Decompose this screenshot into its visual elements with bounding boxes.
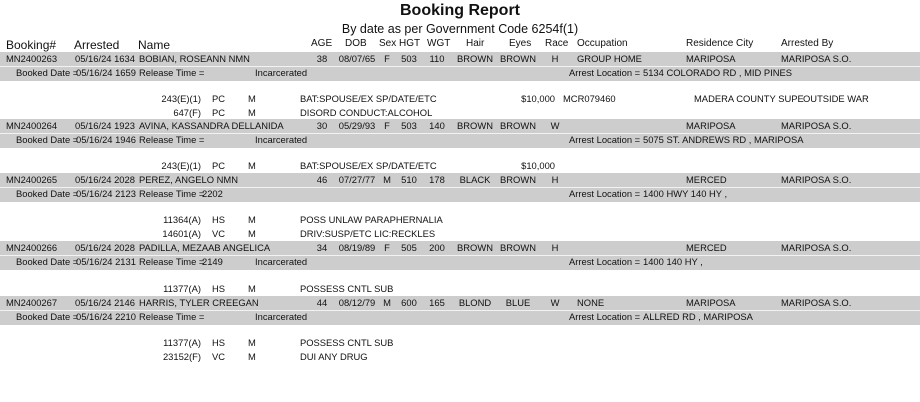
booking-number: MN2400265 (6, 174, 58, 185)
charge-description: DUI ANY DRUG (300, 351, 368, 362)
arresting-agency: MARIPOSA S.O. (781, 297, 852, 308)
charge-code: 11364(A) (163, 214, 201, 225)
arrested-datetime: 05/16/24 1634 (75, 53, 135, 64)
height-value: 505 (401, 242, 417, 253)
hair-value: BROWN (457, 120, 493, 131)
row-divider (0, 255, 920, 256)
booked-date-value: 05/16/24 1946 (76, 134, 136, 145)
residence-city: MARIPOSA (686, 297, 736, 308)
charge-description: DRIV:SUSP/ETC LIC:RECKLES (300, 228, 436, 239)
arresting-agency: MARIPOSA S.O. (781, 242, 852, 253)
weight-value: 140 (429, 120, 445, 131)
sex-value: M (383, 297, 391, 308)
custody-status: Incarcerated (255, 134, 308, 145)
charge-code: 11377(A) (163, 337, 201, 348)
residence-city: MERCED (686, 242, 727, 253)
inmate-name: PEREZ, ANGELO NMN (139, 174, 238, 185)
charge-type: HS (212, 337, 226, 348)
row-divider (0, 310, 920, 311)
booking-number: MN2400267 (6, 297, 58, 308)
arrest-location-label: Arrest Location = (569, 67, 641, 78)
charge-type: VC (212, 228, 226, 239)
eyes-value: BROWN (500, 120, 536, 131)
release-time-label: Release Time = (139, 188, 205, 199)
charge-code: 243(E)(1) (161, 93, 201, 104)
charge-type: PC (212, 93, 226, 104)
header-hgt: HGT (399, 38, 421, 49)
custody-status: Incarcerated (255, 311, 308, 322)
inmate-name: PADILLA, MEZAAB ANGELICA (139, 242, 271, 253)
arrested-datetime: 05/16/24 1923 (75, 120, 135, 131)
charge-level: M (248, 214, 256, 225)
race-value: H (551, 242, 559, 253)
charge-type: VC (212, 351, 226, 362)
arrested-datetime: 05/16/24 2028 (75, 242, 135, 253)
weight-value: 165 (429, 297, 445, 308)
dob-value: 08/07/65 (338, 53, 376, 64)
charge-type: HS (212, 214, 226, 225)
hair-value: BROWN (457, 242, 493, 253)
booking-number: MN2400263 (6, 53, 58, 64)
age-value: 44 (316, 297, 328, 308)
occupation-value: GROUP HOME (577, 53, 642, 64)
arrested-datetime: 05/16/24 2028 (75, 174, 135, 185)
sex-value: F (384, 242, 390, 253)
residence-city: MARIPOSA (686, 53, 736, 64)
charge-type: PC (212, 107, 226, 118)
custody-status: Incarcerated (255, 67, 308, 78)
booked-date-value: 05/16/24 2131 (76, 256, 136, 267)
booked-date-value: 05/16/24 1659 (76, 67, 136, 78)
charge-level: M (248, 107, 256, 118)
charge-level: M (248, 228, 256, 239)
arresting-agency: MARIPOSA S.O. (781, 174, 852, 185)
inmate-name: BOBIAN, ROSEANN NMN (139, 53, 250, 64)
eyes-value: BROWN (500, 174, 536, 185)
occupation-value: NONE (577, 297, 605, 308)
charge-description: POSSESS CNTL SUB (300, 337, 394, 348)
sex-value: M (383, 174, 391, 185)
charge-level: M (248, 337, 256, 348)
charge-agency: MADERA COUNTY SUPE (694, 93, 804, 104)
header-dob: DOB (345, 38, 367, 49)
header-arrested: Arrested (74, 38, 120, 52)
arrest-location-value: 1400 HWY 140 HY , (643, 188, 728, 199)
height-value: 503 (401, 120, 417, 131)
header-residence: Residence City (686, 38, 754, 49)
charge-type: PC (212, 160, 226, 171)
release-time-label: Release Time = (139, 311, 205, 322)
charge-description: DISORD CONDUCT:ALCOHOL (300, 107, 433, 118)
dob-value: 08/19/89 (338, 242, 376, 253)
custody-status: Incarcerated (255, 256, 308, 267)
charge-code: 243(E)(1) (161, 160, 201, 171)
header-name: Name (138, 38, 171, 52)
charge-description: POSS UNLAW PARAPHERNALIA (300, 214, 443, 225)
header-race: Race (545, 38, 569, 49)
row-divider (0, 187, 920, 188)
booking-number: MN2400264 (6, 120, 58, 131)
arrest-location-label: Arrest Location = (569, 188, 641, 199)
report-title: Booking Report (400, 2, 520, 19)
header-hair: Hair (466, 38, 485, 49)
height-value: 510 (401, 174, 417, 185)
inmate-name: HARRIS, TYLER CREEGAN (139, 297, 259, 308)
booked-date-label: Booked Date = (16, 256, 79, 267)
report-subtitle: By date as per Government Code 6254f(1) (341, 22, 579, 36)
eyes-value: BROWN (500, 53, 536, 64)
charge-warrant-type: OUTSIDE WAR (803, 93, 869, 104)
arresting-agency: MARIPOSA S.O. (781, 120, 852, 131)
header-occupation: Occupation (577, 38, 628, 49)
charge-bail: $10,000 (521, 93, 555, 104)
arrest-location-label: Arrest Location = (569, 256, 641, 267)
release-time-value: 2202 (202, 188, 223, 199)
charge-level: M (248, 93, 256, 104)
release-time-label: Release Time = (139, 134, 205, 145)
residence-city: MARIPOSA (686, 120, 736, 131)
booked-date-value: 05/16/24 2210 (76, 311, 136, 322)
charge-level: M (248, 351, 256, 362)
release-time-label: Release Time = (139, 67, 205, 78)
race-value: H (551, 53, 559, 64)
weight-value: 200 (429, 242, 445, 253)
arresting-agency: MARIPOSA S.O. (781, 53, 852, 64)
charge-level: M (248, 160, 256, 171)
booking-number: MN2400266 (6, 242, 58, 253)
charge-warrant: MCR079460 (563, 93, 616, 104)
arrest-location-label: Arrest Location = (569, 134, 641, 145)
header-eyes: Eyes (509, 38, 532, 49)
header-age: AGE (311, 38, 333, 49)
charge-bail: $10,000 (521, 160, 555, 171)
header-wgt: WGT (427, 38, 451, 49)
arrest-location-value: 5134 COLORADO RD , MID PINES (643, 67, 792, 78)
header-sex: Sex (379, 38, 397, 49)
release-time-value: 2149 (202, 256, 223, 267)
race-value: H (551, 174, 559, 185)
sex-value: F (384, 53, 390, 64)
eyes-value: BLUE (505, 297, 531, 308)
hair-value: BLOND (458, 297, 492, 308)
charge-code: 23152(F) (162, 351, 201, 362)
sex-value: F (384, 120, 390, 131)
height-value: 503 (401, 53, 417, 64)
charge-type: HS (212, 283, 226, 294)
residence-city: MERCED (686, 174, 727, 185)
dob-value: 05/29/93 (338, 120, 376, 131)
booked-date-value: 05/16/24 2123 (76, 188, 136, 199)
weight-value: 110 (429, 53, 445, 64)
hair-value: BLACK (459, 174, 491, 185)
charge-description: BAT:SPOUSE/EX SP/DATE/ETC (300, 160, 437, 171)
arrest-location-label: Arrest Location = (569, 311, 641, 322)
arrest-location-value: 1400 140 HY , (643, 256, 703, 267)
height-value: 600 (401, 297, 417, 308)
age-value: 38 (316, 53, 328, 64)
release-time-label: Release Time = (139, 256, 205, 267)
booked-date-label: Booked Date = (16, 67, 79, 78)
charge-code: 11377(A) (163, 283, 201, 294)
dob-value: 08/12/79 (338, 297, 376, 308)
dob-value: 07/27/77 (338, 174, 376, 185)
arrest-location-value: ALLRED RD , MARIPOSA (643, 311, 753, 322)
weight-value: 178 (429, 174, 445, 185)
charge-code: 14601(A) (162, 228, 201, 239)
hair-value: BROWN (457, 53, 493, 64)
header-booking: Booking# (6, 38, 57, 52)
eyes-value: BROWN (500, 242, 536, 253)
arrested-datetime: 05/16/24 2146 (75, 297, 135, 308)
header-arrested-by: Arrested By (781, 38, 834, 49)
arrest-location-value: 5075 ST. ANDREWS RD , MARIPOSA (643, 134, 804, 145)
charge-description: POSSESS CNTL SUB (300, 283, 394, 294)
charge-description: BAT:SPOUSE/EX SP/DATE/ETC (300, 93, 437, 104)
age-value: 46 (316, 174, 328, 185)
age-value: 30 (316, 120, 328, 131)
booked-date-label: Booked Date = (16, 311, 79, 322)
charge-level: M (248, 283, 256, 294)
race-value: W (550, 120, 560, 131)
booked-date-label: Booked Date = (16, 134, 79, 145)
age-value: 34 (316, 242, 328, 253)
inmate-name: AVINA, KASSANDRA DELLANIDA (139, 120, 284, 131)
charge-code: 647(F) (173, 107, 201, 118)
race-value: W (550, 297, 560, 308)
booked-date-label: Booked Date = (16, 188, 79, 199)
